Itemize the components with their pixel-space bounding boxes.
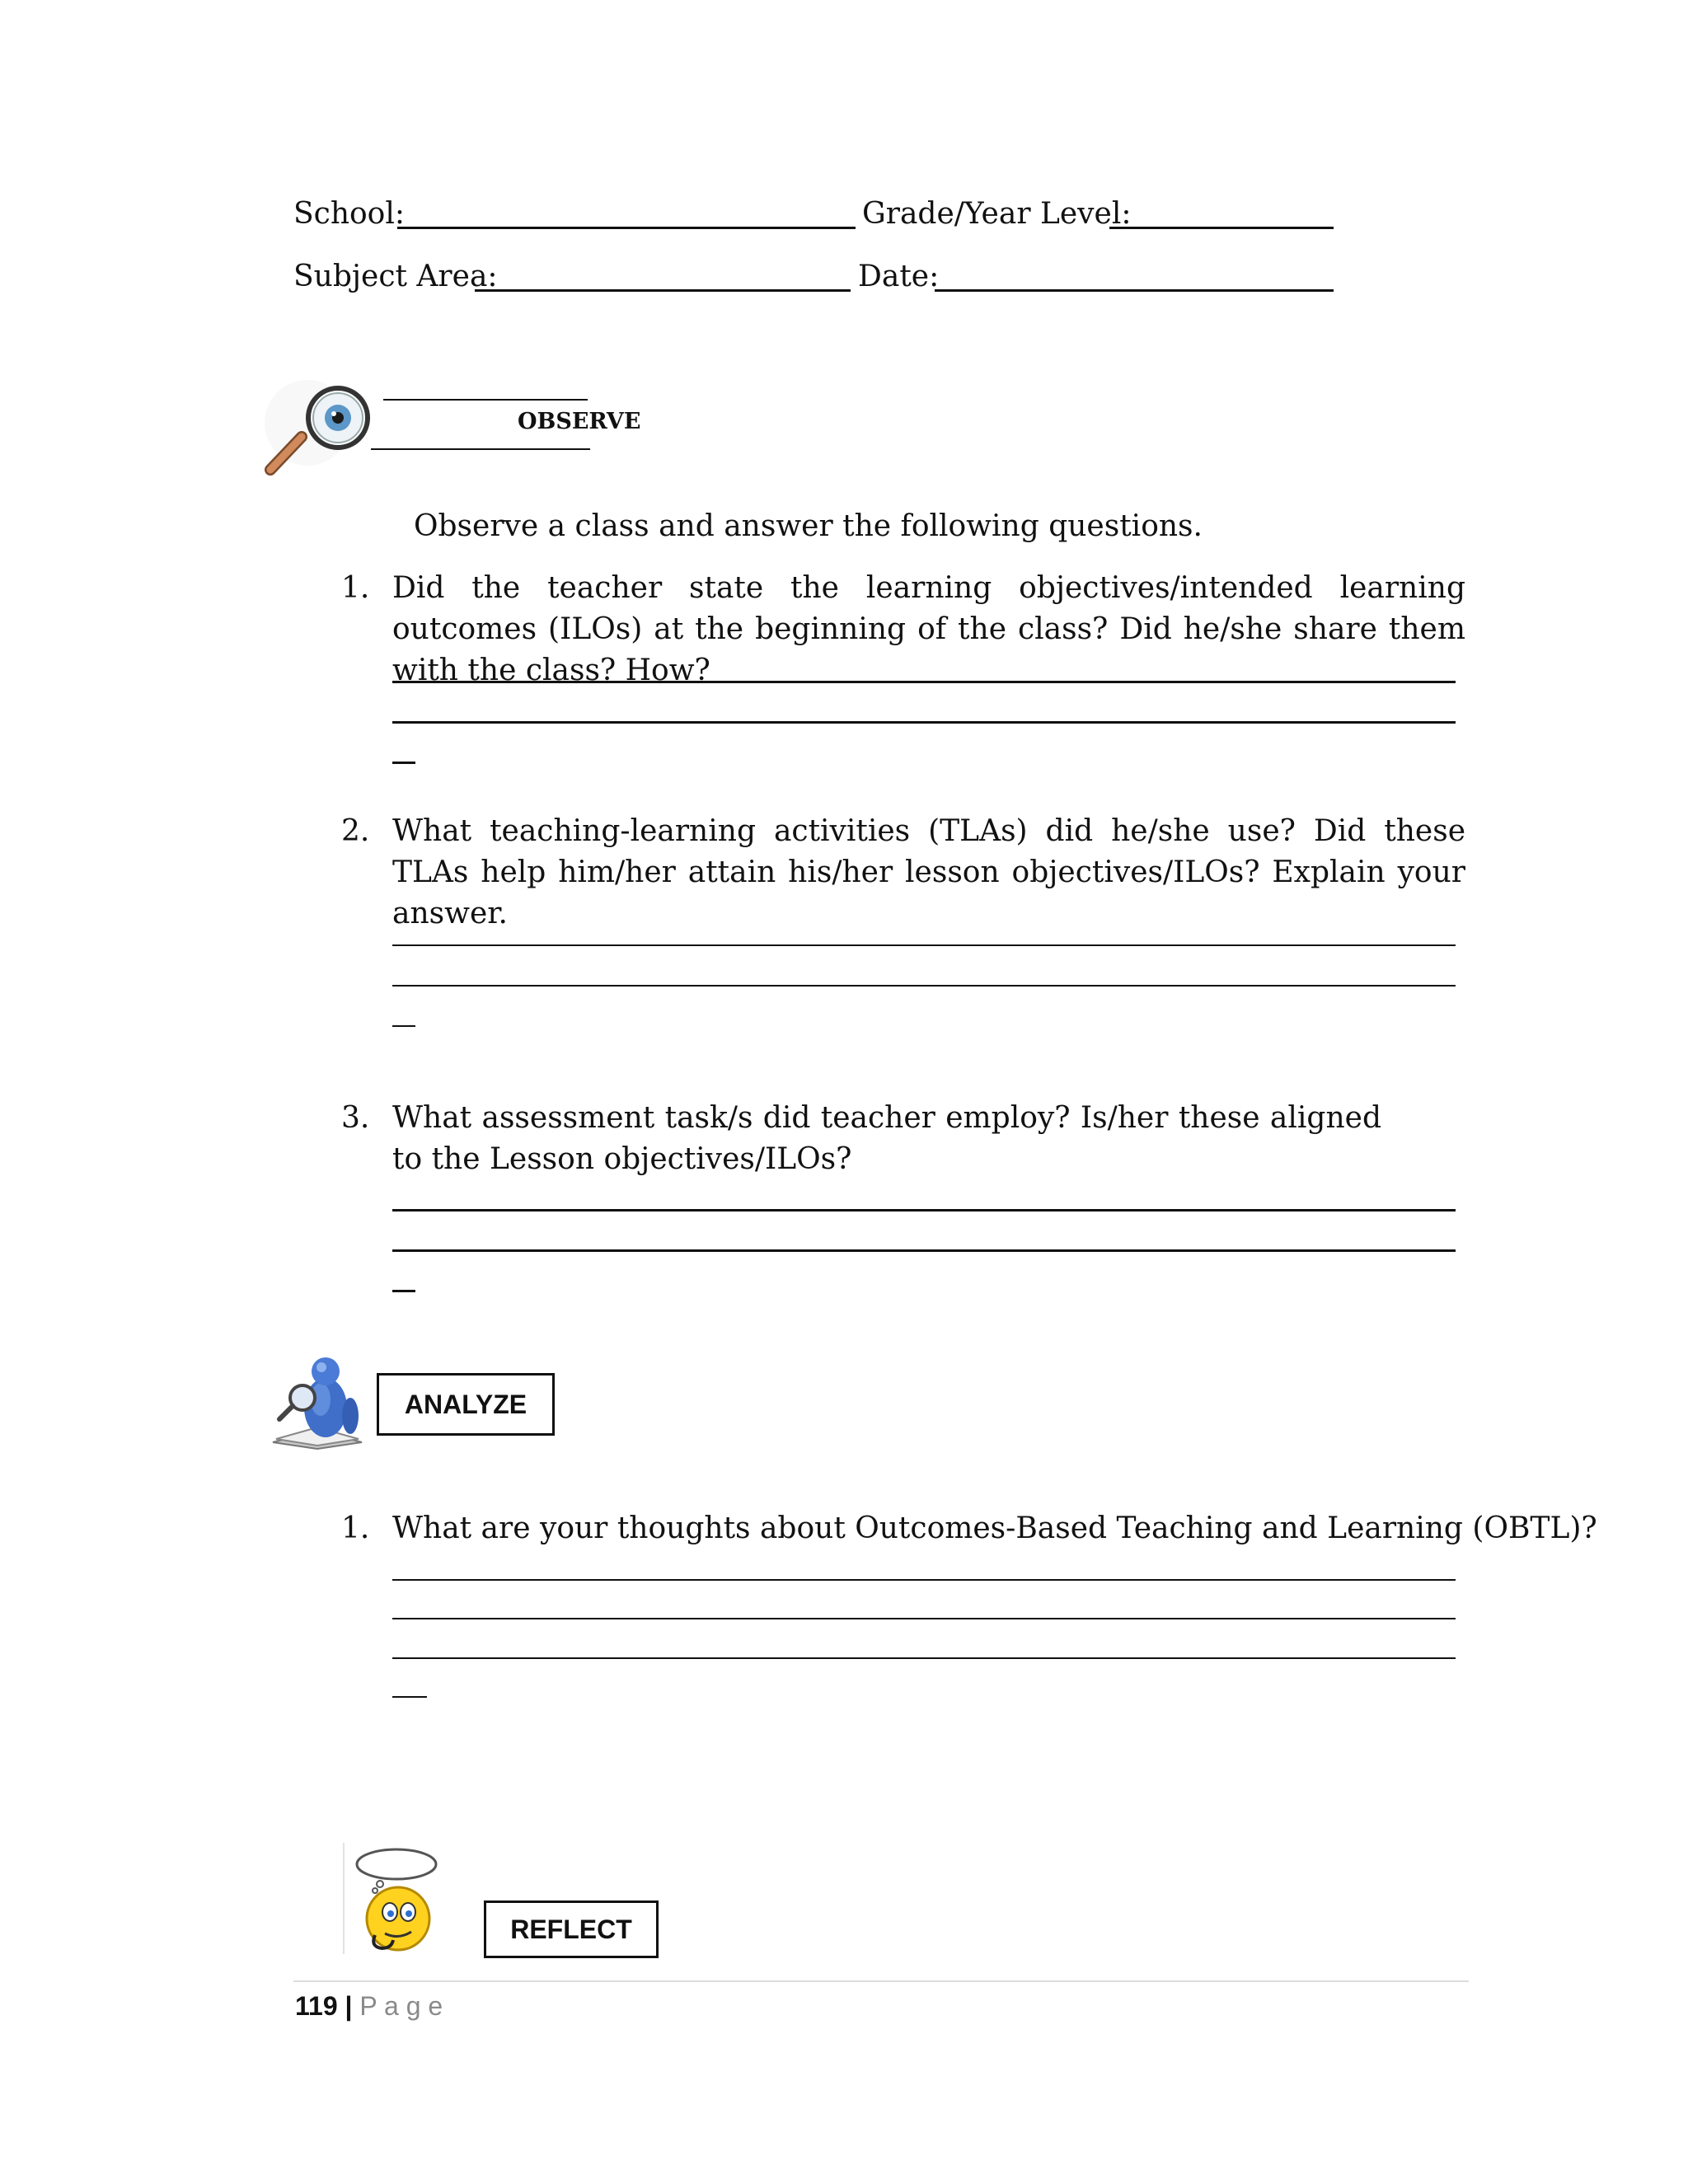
figure-magnifier-book-icon (268, 1350, 367, 1451)
answer-line[interactable] (392, 721, 1456, 724)
subject-label: Subject Area: (293, 260, 498, 293)
analyze-heading: ANALYZE (404, 1389, 528, 1419)
question-number: 1. (341, 571, 370, 605)
page-number: 119 (295, 1991, 338, 2021)
answer-line[interactable] (392, 1579, 1456, 1581)
date-field[interactable] (935, 289, 1334, 292)
school-field[interactable] (397, 227, 856, 229)
subject-field[interactable] (475, 289, 851, 292)
answer-line[interactable] (392, 985, 1456, 987)
question-text: What are your thoughts about Outcomes-Based Teaching and Learning (OBTL)? (392, 1511, 1597, 1545)
question-text: What assessment task/s did teacher employ? Is/her these aligned to the Lesson objectives/ILOs? (392, 1101, 1381, 1176)
answer-line[interactable] (392, 1696, 427, 1698)
observe-heading-top-line (383, 399, 588, 401)
question-number: 3. (341, 1101, 370, 1135)
footer-divider (293, 1980, 1469, 1982)
grade-field[interactable] (1109, 227, 1334, 229)
reflect-heading: REFLECT (510, 1914, 632, 1944)
answer-line[interactable] (392, 1025, 415, 1027)
grade-label: Grade/Year Level: (862, 197, 1132, 231)
page-separator: | (345, 1991, 353, 2021)
answer-line[interactable] (392, 1249, 1456, 1252)
answer-line[interactable] (392, 1209, 1456, 1212)
question-text: Did the teacher state the learning objectives/intended learning outcomes (ILOs) at the beginning of the class? Did he/she share them with the class? How? (392, 571, 1465, 687)
question-text: What teaching-learning activities (TLAs) did he/she use? Did these TLAs help him/her attain his/her lesson objectives/ILOs? Explain your answer. (392, 814, 1465, 930)
answer-line[interactable] (392, 762, 415, 764)
magnifier-eye-icon (262, 375, 377, 494)
answer-line[interactable] (392, 1290, 415, 1292)
answer-line[interactable] (392, 1657, 1456, 1659)
analyze-heading-box (377, 1373, 555, 1436)
page-word: P a g e (359, 1991, 443, 2021)
thinking-smiley-icon (342, 1843, 449, 1954)
question-number: 2. (341, 814, 370, 848)
answer-line[interactable] (392, 681, 1456, 683)
observe-intro: Observe a class and answer the following questions. (414, 509, 1203, 543)
school-label: School: (293, 197, 405, 231)
observe-heading-bottom-line (371, 448, 590, 450)
page-footer (295, 1988, 443, 2024)
question-number: 1. (341, 1511, 370, 1545)
answer-line[interactable] (392, 1618, 1456, 1619)
observe-heading: OBSERVE (518, 409, 641, 434)
answer-line[interactable] (392, 944, 1456, 946)
reflect-heading-box (484, 1900, 659, 1958)
date-label: Date: (858, 260, 940, 293)
